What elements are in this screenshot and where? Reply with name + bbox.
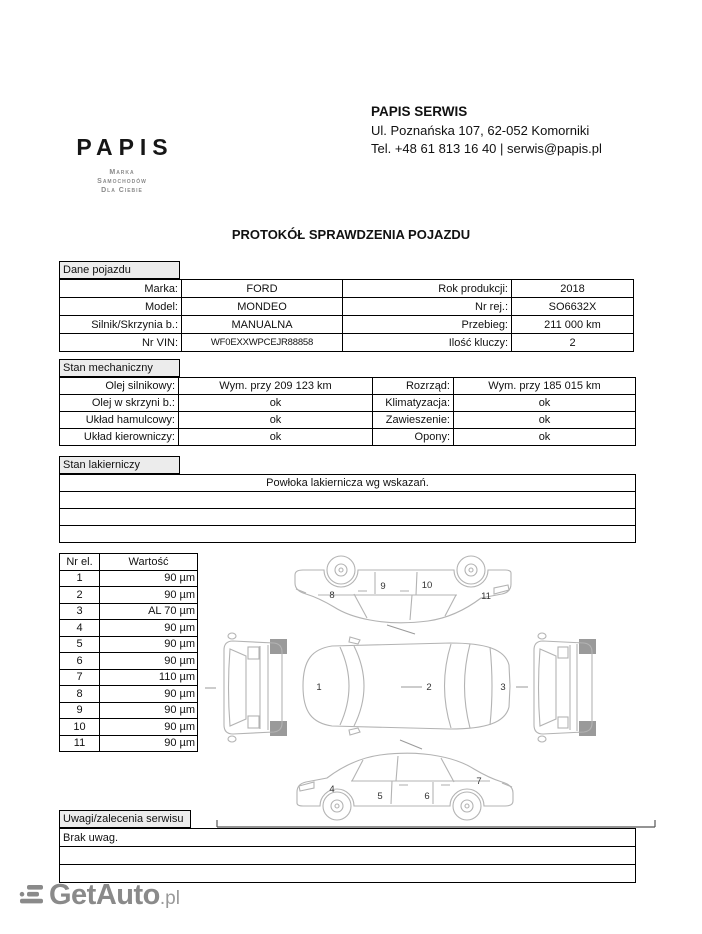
- cell-label: Olej w skrzyni b.:: [60, 395, 179, 412]
- cell-label: Marka:: [60, 280, 182, 298]
- table-row: [60, 653, 198, 670]
- table-row: [60, 316, 634, 334]
- thickness-value: 90 µm: [100, 587, 198, 604]
- cell-value: FORD: [182, 280, 343, 298]
- page-title: PROTOKÓŁ SPRAWDZENIA POJAZDU: [231, 227, 471, 242]
- table-row: [60, 509, 636, 526]
- vehicle-damage-diagram: [200, 540, 665, 840]
- company-address: Ul. Poznańska 107, 62-052 Komorniki: [371, 122, 590, 138]
- car-rear-view: [534, 633, 596, 742]
- panel-number: 1: [316, 682, 322, 693]
- table-row: [60, 395, 636, 412]
- cell-value: ok: [179, 395, 373, 412]
- tire-mark: [270, 721, 287, 736]
- cell-value: 211 000 km: [512, 316, 634, 334]
- service-note-empty: [60, 847, 636, 865]
- element-number: 3: [60, 603, 100, 620]
- element-number: 5: [60, 636, 100, 653]
- panel-number: 3: [500, 682, 506, 693]
- cell-label: Silnik/Skrzynia b.:: [60, 316, 182, 334]
- cell-label: Rozrząd:: [373, 378, 454, 395]
- table-row: [60, 620, 198, 637]
- panel-number: 6: [424, 791, 430, 802]
- company-contact-block: [371, 103, 602, 159]
- cell-vin-value: WF0EXXWPCEJR88858: [182, 334, 343, 352]
- table-row: [60, 847, 636, 865]
- service-notes-table: [59, 828, 636, 883]
- table-row: [60, 587, 198, 604]
- thickness-value: 90 µm: [100, 570, 198, 587]
- tire-mark: [270, 639, 287, 654]
- thickness-value: 90 µm: [100, 735, 198, 752]
- diagram-leader-lines: [205, 625, 528, 749]
- cell-value: Wym. przy 185 015 km: [454, 378, 636, 395]
- panel-number: 7: [476, 776, 482, 787]
- element-number: 11: [60, 735, 100, 752]
- panel-number: 8: [329, 590, 335, 601]
- cell-label: Nr VIN:: [60, 334, 182, 352]
- cell-value: SO6632X: [512, 298, 634, 316]
- panel-number: 10: [421, 580, 433, 591]
- vehicle-data-table: [59, 279, 634, 352]
- tire-mark: [579, 639, 596, 654]
- getauto-list-icon: [18, 883, 45, 908]
- section-tab-vehicle-data: Dane pojazdu: [59, 261, 180, 279]
- cell-label: Układ kierowniczy:: [60, 429, 179, 446]
- element-number: 8: [60, 686, 100, 703]
- tagline-line: Marka: [109, 169, 135, 176]
- column-header: Wartość: [100, 554, 198, 571]
- table-row: [60, 570, 198, 587]
- cell-label: Nr rej.:: [343, 298, 512, 316]
- tagline-line: Dla Ciebie: [101, 187, 143, 194]
- panel-number: 4: [329, 784, 335, 795]
- table-header-row: [60, 554, 198, 571]
- thickness-value: 90 µm: [100, 620, 198, 637]
- cell-label: Rok produkcji:: [343, 280, 512, 298]
- company-name: PAPIS SERWIS: [371, 104, 468, 119]
- table-row: [60, 702, 198, 719]
- car-plan-view: [303, 637, 510, 735]
- table-row: [60, 492, 636, 509]
- car-side-view-top-inverted: [295, 556, 511, 623]
- table-row: [60, 429, 636, 446]
- element-number: 6: [60, 653, 100, 670]
- table-row: [60, 603, 198, 620]
- thickness-value: 90 µm: [100, 636, 198, 653]
- table-row: [60, 475, 636, 492]
- paint-note-empty: [60, 509, 636, 526]
- table-row: [60, 636, 198, 653]
- paint-note: Powłoka lakiernicza wg wskazań.: [60, 475, 636, 492]
- element-number: 2: [60, 587, 100, 604]
- cell-value: ok: [454, 412, 636, 429]
- paint-note-empty: [60, 492, 636, 509]
- thickness-value: 90 µm: [100, 702, 198, 719]
- cell-value: ok: [454, 429, 636, 446]
- cell-label: Układ hamulcowy:: [60, 412, 179, 429]
- getauto-watermark: [18, 879, 180, 912]
- panel-number: 2: [426, 682, 432, 693]
- panel-number: 11: [481, 591, 491, 602]
- cell-label: Zawieszenie:: [373, 412, 454, 429]
- mechanical-state-table: [59, 377, 636, 446]
- table-row: [60, 334, 634, 352]
- table-row: [60, 719, 198, 736]
- column-header: Nr el.: [60, 554, 100, 571]
- papis-logo-tagline: [76, 168, 168, 195]
- papis-logo-brand: PAPIS: [76, 134, 174, 160]
- table-row: [60, 829, 636, 847]
- table-row: [60, 280, 634, 298]
- cell-value: ok: [454, 395, 636, 412]
- company-phone-email: Tel. +48 61 813 16 40 | serwis@papis.pl: [371, 141, 602, 156]
- section-tab-paint: Stan lakierniczy: [59, 456, 180, 474]
- cell-label: Olej silnikowy:: [60, 378, 179, 395]
- table-row: [60, 378, 636, 395]
- thickness-value: AL 70 µm: [100, 603, 198, 620]
- cell-value: 2018: [512, 280, 634, 298]
- table-row: [60, 412, 636, 429]
- thickness-value: 90 µm: [100, 686, 198, 703]
- panel-number: 9: [380, 581, 386, 592]
- table-row: [60, 669, 198, 686]
- table-row: [60, 298, 634, 316]
- papis-logo: [76, 134, 174, 195]
- thickness-value: 90 µm: [100, 653, 198, 670]
- tire-mark: [579, 721, 596, 736]
- element-number: 4: [60, 620, 100, 637]
- cell-value: ok: [179, 412, 373, 429]
- element-number: 1: [60, 570, 100, 587]
- paint-thickness-table: [59, 553, 198, 752]
- element-number: 9: [60, 702, 100, 719]
- table-row: [60, 735, 198, 752]
- section-tab-notes: Uwagi/zalecenia serwisu: [59, 810, 191, 828]
- cell-label: Klimatyzacja:: [373, 395, 454, 412]
- car-front-view: [224, 633, 287, 742]
- panel-number: 5: [377, 791, 383, 802]
- section-tab-mechanical: Stan mechaniczny: [59, 359, 180, 377]
- cell-value: Wym. przy 209 123 km: [179, 378, 373, 395]
- cell-value: ok: [179, 429, 373, 446]
- cell-value: MONDEO: [182, 298, 343, 316]
- service-note: Brak uwag.: [60, 829, 636, 847]
- table-row: [60, 686, 198, 703]
- element-number: 7: [60, 669, 100, 686]
- diagram-ground-line: [217, 820, 655, 827]
- tagline-line: Samochodów: [97, 178, 147, 185]
- cell-value: 2: [512, 334, 634, 352]
- thickness-value: 90 µm: [100, 719, 198, 736]
- cell-label: Opony:: [373, 429, 454, 446]
- watermark-tld: .pl: [159, 888, 180, 909]
- cell-label: Model:: [60, 298, 182, 316]
- paint-state-table: [59, 474, 636, 543]
- cell-value: MANUALNA: [182, 316, 343, 334]
- cell-label: Ilość kluczy:: [343, 334, 512, 352]
- element-number: 10: [60, 719, 100, 736]
- cell-label: Przebieg:: [343, 316, 512, 334]
- watermark-brand: GetAuto: [49, 879, 160, 911]
- thickness-value: 110 µm: [100, 669, 198, 686]
